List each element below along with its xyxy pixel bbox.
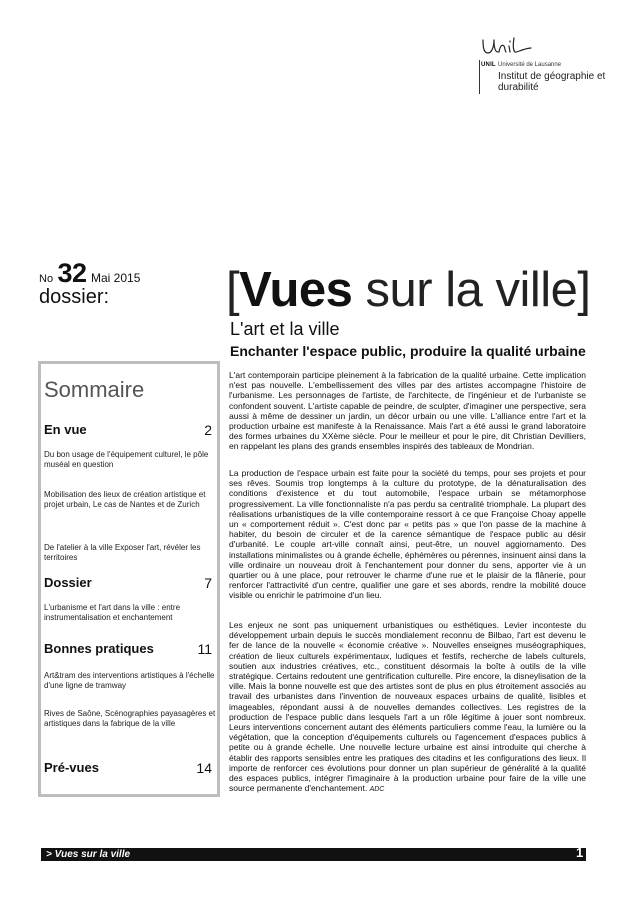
issue-info	[39, 258, 140, 289]
section-page: 11	[197, 641, 212, 657]
issue-no-label: No	[39, 273, 54, 285]
masthead-title	[226, 262, 591, 318]
article-subheadline: Enchanter l'espace public, produire la qualité urbaine	[230, 343, 586, 359]
article-paragraph-text: Les enjeux ne sont pas uniquement urbanistiques ou esthétiques. Levier inconteste du développement urbain depuis le succès mondialement reconnu de Bilbao, l'art est devenu le fer de lance de la nouvelle « économie créative ». Nouvelles enseignes muséographiques, création de lieux culturels expérimentaux, ludiques et festifs, recherche de labels culturels, soutien aux industries créatives, etc., constituent désormais la boîte à outils de la ville stratégique. Certains redoutent une gentrification culturelle. Pire encore, la disneylisation de la ville. Mais la bonne nouvelle est que des artistes sont de plus en plus étroitement associés au travail des urbanistes dans l'invention de nouveaux espaces urbains de qualité, lisibles et imageables, répondant aussi à de nouvelles demandes collectives. Les registres de la production de l'espace public dans lesquels l'art a un rôle légitime à jouer sont nombreux. Leurs interventions concernent autant des éléments particuliers comme l'eau, la lumière ou la végétation, que la conception d'équipements culturels ou l'agencement d'espaces publics à petite ou à grande échelle. Une nouvelle lecture urbaine est ainsi introduite qui cherche à établir des rapports sensibles entre les pratiques des citadins et les configurations des lieux. Il importe de renforcer ces évolutions pour donner un plan supérieur de généralité à la qualité des espaces publics, intégrer l'imaginaire à la production urbaine pour faire de la ville une source permanente d'enchantement.	[229, 620, 586, 794]
section-page: 7	[204, 575, 212, 591]
sommaire-entry[interactable]: L'urbanisme et l'art dans la ville : entre instrumentalisation et enchantement	[44, 603, 181, 622]
masthead-title-light: sur la ville	[352, 263, 578, 317]
section-page: 2	[204, 422, 212, 438]
masthead-title-bold: Vues	[239, 263, 353, 317]
masthead-close-bracket: ]	[577, 263, 591, 317]
section-page: 14	[196, 760, 212, 776]
unil-logo-signature	[479, 34, 549, 60]
author-signature: ADC	[369, 786, 385, 794]
section-label: Bonnes pratiques	[44, 641, 154, 656]
issue-date: Mai 2015	[91, 271, 141, 285]
sommaire-entry[interactable]: Du bon usage de l'équipement culturel, le pôle muséal en question	[44, 450, 209, 469]
sommaire-section-en-vue[interactable]	[44, 422, 212, 437]
sommaire-entry[interactable]: Mobilisation des lieux de création artistique et projet urbain, Le cas de Nantes et de Zurich	[44, 490, 206, 509]
section-label: En vue	[44, 422, 87, 437]
section-label: Dossier	[44, 575, 92, 590]
logo-divider	[479, 60, 480, 94]
logo-unil-label: UNIL	[481, 62, 496, 68]
logo-university-name: Université de Lausanne	[498, 62, 562, 68]
sommaire-entry[interactable]: Rives de Saône, Scénographies payasagères et artistiques dans la fabrique de la ville	[44, 709, 216, 728]
article-paragraph: La production de l'espace urbain est faite pour la société du temps, pour ses projets et pour ses rêves. Soumis trop longtemps à la culture du prototype, de la dénaturalisation des conditions d'existence et du tout automobile, l'espace urbain se métamorphose progressivement. La ville fonctionnaliste n'a pas perdu sa centralité triomphale. La plupart des réalisations urbanistiques de la ville contemporaine ressort à ce que Françoise Choay appelle un « comportement réduit ». C'est donc par « petits pas » que l'on passe de la machine à habiter, du besoin de circuler et de la carence sémantique de l'espace public au désir d'urbanité. Le couple art-ville connaît ainsi, peut-être, un nouvel aggiornamento. Des installations minimalistes ou à grande échelle, éphémères ou pérennes, insinuent ainsi dans la ville ordinaire un nouveau droit à l'enchantement pour donner du sens, apporter vie à un quartier ou à une place, pour retrouver le charme d'une rue et le plaisir de la flânerie, pour renforcer l'attractivité d'un centre, qualifier une gare et ses abords, rendre la mobilité douce visible ou enrichir le patrimoine d'un lieu.	[229, 468, 586, 601]
section-label: Pré-vues	[44, 760, 99, 775]
issue-number: 32	[57, 258, 87, 288]
article-paragraph: L'art contemporain participe pleinement à la fabrication de la qualité urbaine. Cette implication n'est pas nouvelle. L'embellissement des villes par des artistes accompagne l'histoire de l'urbanisme. Les personnages de l'artiste, de l'architecte, de l'ingénieur et de l'urbaniste se confondent souvent. L'artiste capable de peindre, de sculpter, d'imaginer une perspective, sera aussi à même de dessiner un jardin, un décor urbain ou une ville. L'alliance entre l'art et la production urbaine est manifeste à la Renaissance. Mais l'art a été aussi le grand laboratoire des formes urbaines du XXème siècle. Pour le meilleur et pour le pire, dit Christian Devilliers, en rappelant les plans des grands ensembles inspirés des tableaux de Mondrian.	[229, 370, 586, 452]
masthead-open-bracket: [	[226, 263, 240, 317]
article-headline: L'art et la ville	[230, 319, 340, 339]
sommaire-title: Sommaire	[44, 377, 145, 402]
sommaire-entry[interactable]: De l'atelier à la ville Exposer l'art, révéler les territoires	[44, 543, 201, 562]
sommaire-section-pre-vues[interactable]	[44, 760, 212, 775]
dossier-label: dossier:	[39, 286, 110, 308]
footer-label: > Vues sur la ville	[46, 849, 131, 860]
footer-page-number: 1	[576, 845, 584, 860]
sommaire-entry[interactable]: Art&tram des interventions artistiques à l'échelle d'une ligne de tramway	[44, 671, 215, 690]
sommaire-section-bonnes-pratiques[interactable]	[44, 641, 212, 656]
article-paragraph-last	[229, 620, 586, 795]
institute-name: Institut de géographie et durabilité	[498, 71, 606, 93]
sommaire-section-dossier[interactable]	[44, 575, 212, 590]
